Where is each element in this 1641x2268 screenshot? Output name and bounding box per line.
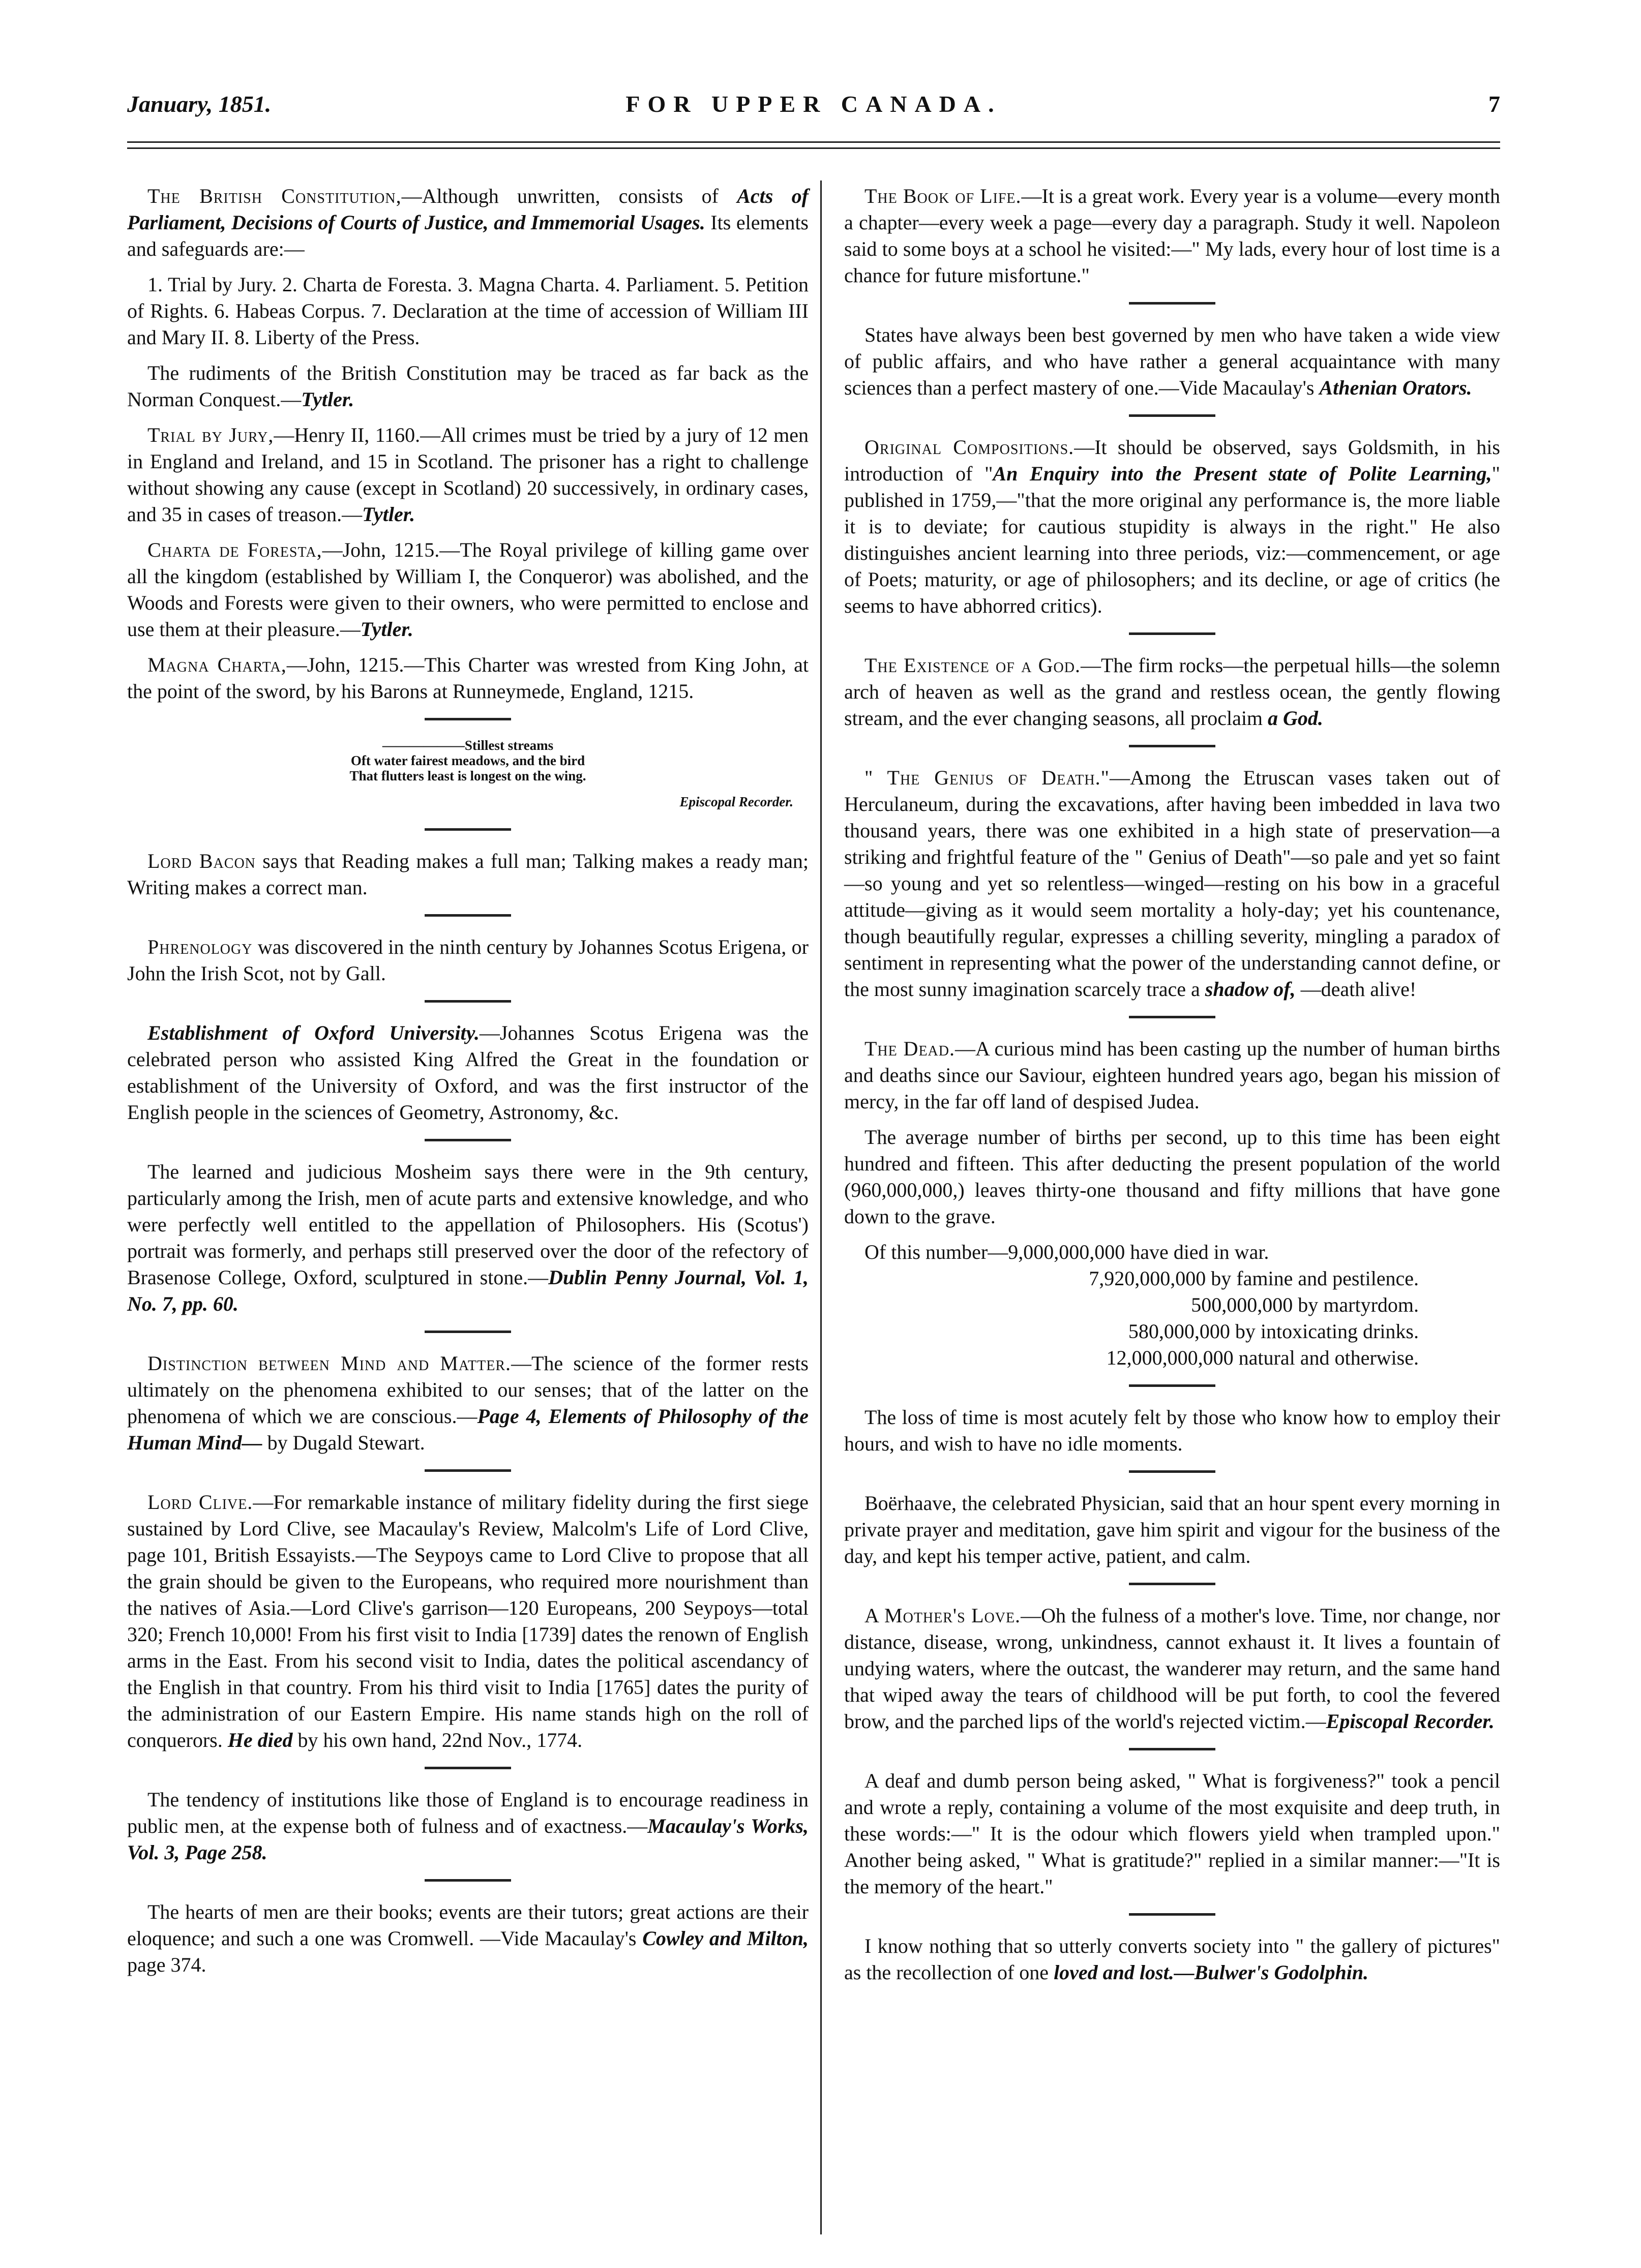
section-rule xyxy=(425,1767,511,1769)
section-rule xyxy=(1129,745,1215,747)
verse-source: Episcopal Recorder. xyxy=(679,794,793,809)
section-rule xyxy=(425,914,511,917)
stat-war: Of this number—9,000,000,000 have died in war. xyxy=(864,1241,1269,1263)
section-rule xyxy=(425,1330,511,1333)
article-lord-clive: Lord Clive.—For remarkable instance of military fidelity during the first siege sustained by Lord Clive, see Macaulay's Review, Malcolm's Life of Lord Clive, page 101, British Essayists.—The Seypoys came to Lord Clive to propose that all the grain should be given to the Europeans, who required more nourishment than the natives of Asia.—Lord Clive's garrison—120 Europeans, 200 Seypoys—total 320; French 10,000! From his first visit to India [1739] dates the renown of English arms in the East. From his second visit to India, dates the political ascendancy of the English in that country. From his third visit to India [1765] dates the purity of the administration of our Eastern Empire. His name stands high on the roll of conquerors. He died by his own hand, 22nd Nov., 1774. xyxy=(127,1491,809,1751)
section-rule xyxy=(1129,1913,1215,1916)
article-constitution: The British Constitution,—Although unwritten, consists of Acts of Parliament, Decisions of Courts of Justice, and Immemorial Usages. Its elements and safeguards are:— xyxy=(127,185,809,260)
article-original-compositions: Original Compositions.—It should be observed, says Goldsmith, in his introduction of "An Enquiry into the Present state of Polite Learning," published in 1759,—"that the more original any performance is, the more liable it is to deviate; for cautious stupidity is always in the right." He also distinguishes ancient learning into three periods, viz:—commencement, or age of Poets; maturity, or age of philosophers; and its decline, or age of critics (he seems to have abhorred critics). xyxy=(844,436,1500,617)
article-the-dead: The Dead.—A curious mind has been casting up the number of human births and deaths since our Saviour, eighteen hundred years ago, began his mission of mercy, in the far off land of despised Judea. xyxy=(844,1037,1500,1113)
article-book-of-life: The Book of Life.—It is a great work. Every year is a volume—every month a chapter—every week a page—every day a paragraph. Study it well. Napoleon said to some boys at a school he visited:—" My lads, every hour of lost time is a chance for future misfortune." xyxy=(844,185,1501,287)
section-rule xyxy=(1129,414,1215,417)
header-rule-bottom xyxy=(127,147,1500,149)
article-boerhaave: Boërhaave, the celebrated Physician, said that an hour spent every morning in private prayer and meditation, gave him spirit and vigour for the business of the day, and kept his temper active, patient, and calm. xyxy=(844,1492,1500,1567)
section-rule xyxy=(425,718,511,720)
article-mind-and-matter: Distinction between Mind and Matter.—The science of the former rests ultimately on the phenomena exhibited to our senses; that of the latter on the phenomena of which we are conscious.—Page 4, Elements of Philosophy of the Human Mind— by Dugald Stewart. xyxy=(127,1352,809,1454)
page-number: 7 xyxy=(1488,91,1500,117)
stat-natural: 12,000,000,000 natural and otherwise. xyxy=(1106,1346,1419,1369)
section-rule xyxy=(1129,302,1215,305)
section-rule xyxy=(425,1000,511,1003)
left-column xyxy=(127,183,809,1987)
article-loss-of-time: The loss of time is most acutely felt by those who know how to employ their hours, and wish to have no idle moments. xyxy=(844,1406,1500,1455)
section-rule xyxy=(1129,1384,1215,1387)
header-rule-top xyxy=(127,141,1500,143)
article-deaf-and-dumb: A deaf and dumb person being asked, " What is forgiveness?" took a pencil and wrote a reply, containing a volume of the most exquisite and deep truth, in these words:—" It is the odour which flowers yield when trampled upon." Another being asked, " What is gratitude?" replied in a similar manner:—"It is the memory of the heart." xyxy=(844,1769,1500,1898)
article-rudiments: The rudiments of the British Constitution may be traced as far back as the Norman Conquest.—Tytler. xyxy=(127,361,809,411)
article-states: States have always been best governed by men who have taken a wide view of public affairs, and who have rather a general acquaintance with many sciences than a perfect mastery of one.—Vide Macaulay's Athenian Orators. xyxy=(844,323,1500,399)
stat-drinks: 580,000,000 by intoxicating drinks. xyxy=(1128,1320,1419,1343)
section-rule xyxy=(425,1139,511,1141)
section-rule xyxy=(1129,1016,1215,1018)
article-magna-charta: Magna Charta,—John, 1215.—This Charter was wrested from King John, at the point of the sword, by his Barons at Runneymede, England, 1215. xyxy=(127,653,809,703)
article-heading: The British Constitution, xyxy=(147,185,402,207)
issue-date: January, 1851. xyxy=(127,91,272,117)
article-gallery: I know nothing that so utterly converts society into " the gallery of pictures" as the recollection of one loved and lost.—Bulwer's Godolphin. xyxy=(844,1934,1500,1984)
article-mothers-love: A Mother's Love.—Oh the fulness of a mother's love. Time, nor change, nor distance, disease, wrong, unkindness, cannot exhaust it. It lives a fountain of undying waters, where the outcast, the wanderer may return, and the same hand that wiped away the tears of childhood will be put forth, to cool the fevered brow, and the parched lips of the world's rejected victim.—Episcopal Recorder. xyxy=(844,1604,1500,1733)
running-head xyxy=(127,90,1500,131)
article-existence-of-god: The Existence of a God.—The firm rocks—the perpetual hills—the solemn arch of heaven as well as the grand and restless ocean, the gently flowing stream, and the ever changing seasons, all proclaim a God. xyxy=(844,654,1500,730)
births-paragraph: The average number of births per second, up to this time has been eight hundred and fifteen. This after deducting the present population of the world (960,000,000,) leaves thirty-one thousand and fifty millions that have gone down to the grave. xyxy=(844,1126,1500,1228)
section-rule xyxy=(425,1879,511,1882)
right-column xyxy=(844,183,1500,1995)
constitution-elements: 1. Trial by Jury. 2. Charta de Foresta. 3. Magna Charta. 4. Parliament. 5. Petition of Rights. 6. Habeas Corpus. 7. Declaration at the time of accession of William III and Mary II. 8. Liberty of the Press. xyxy=(127,273,809,349)
publication-title: FOR UPPER CANADA. xyxy=(625,91,1002,117)
verse-quote: ——————Stillest streams Oft water fairest meadows, and the bird That flutters least is longest on the wing. xyxy=(349,738,586,783)
article-lord-bacon: Lord Bacon says that Reading makes a full man; Talking makes a ready man; Writing makes a correct man. xyxy=(127,850,809,899)
section-rule xyxy=(1129,1470,1215,1473)
stat-martyrdom: 500,000,000 by martyrdom. xyxy=(1191,1293,1419,1316)
death-statistics xyxy=(844,1239,1500,1371)
article-hearts-of-men: The hearts of men are their books; events are their tutors; great actions are their eloquence; and such a one was Cromwell. —Vide Macaulay's Cowley and Milton, page 374. xyxy=(127,1900,809,1976)
column-separator xyxy=(820,180,822,2234)
article-genius-of-death: " The Genius of Death."—Among the Etruscan vases taken out of Herculaneum, during the excavations, after having been imbedded in lava two thousand years, there was one exhibited in a high state of preservation—a striking and frightful feature of the " Genius of Death"—so pale and yet so faint—so young and yet so relentless—winged—resting on his bow in a graceful attitude—giving as it would seem mortality a holy-day; yet his countenance, though beautifully regular, expresses a chilling severity, mingling a paradox of sentiment in representing what the power of the understanding cannot define, or the most sunny imagination scarcely trace a shadow of, —death alive! xyxy=(844,766,1500,1001)
section-rule xyxy=(425,1469,511,1472)
section-rule xyxy=(1129,1748,1215,1750)
article-trial-by-jury: Trial by Jury,—Henry II, 1160.—All crimes must be tried by a jury of 12 men in England and Ireland, and 15 in Scotland. The prisoner has a right to challenge without showing any cause (except in Scotland) 20 successively, in ordinary cases, and 35 in cases of treason.—Tytler. xyxy=(127,424,809,526)
section-rule xyxy=(425,828,511,831)
article-institutions: The tendency of institutions like those of England is to encourage readiness in public men, at the expense both of fulness and of exactness.—Macaulay's Works, Vol. 3, Page 258. xyxy=(127,1788,809,1864)
article-phrenology: Phrenology was discovered in the ninth century by Johannes Scotus Erigena, or John the Irish Scot, not by Gall. xyxy=(127,935,809,985)
article-mosheim: The learned and judicious Mosheim says there were in the 9th century, particularly among the Irish, men of acute parts and extensive knowledge, and who were perfectly well entitled to the appellation of Philosophers. His (Scotus') portrait was formerly, and perhaps still preserved over the door of the refectory of Brasenose College, Oxford, sculptured in stone.—Dublin Penny Journal, Vol. 1, No. 7, pp. 60. xyxy=(127,1160,809,1315)
section-rule xyxy=(1129,632,1215,635)
article-charta-de-foresta: Charta de Foresta,—John, 1215.—The Royal privilege of killing game over all the kingdom (established by William I, the Conqueror) was abolished, and the Woods and Forests were given to their owners, who were permitted to enclose and use them at their pleasure.—Tytler. xyxy=(127,538,809,641)
article-oxford: Establishment of Oxford University.—Johannes Scotus Erigena was the celebrated person who assisted King Alfred the Great in the foundation or establishment of the University of Oxford, and was the first instructor of the English people in the sciences of Geometry, Astronomy, &c. xyxy=(127,1021,809,1124)
stat-famine: 7,920,000,000 by famine and pestilence. xyxy=(1089,1267,1419,1290)
section-rule xyxy=(1129,1583,1215,1585)
